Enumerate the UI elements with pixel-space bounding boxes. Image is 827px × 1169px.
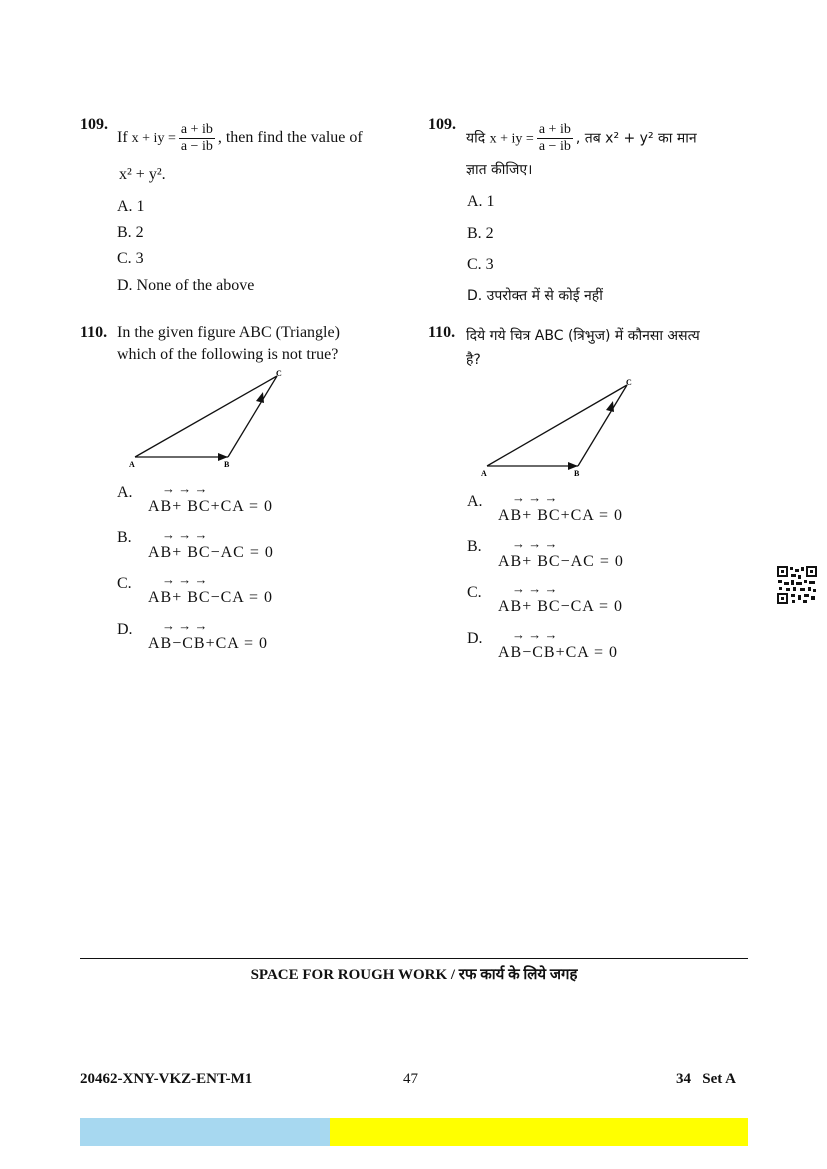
question-stem: If x + iy = $\frac{a + ib}{a - ib}$ , then find the value of [117,122,363,154]
fraction: $\frac{a + ib}{a - ib}$ [180,122,213,154]
option-a-arrows: → → → [512,490,558,505]
option-c-letter: C. [117,575,132,592]
option-a-expr: AB+ BC+CA = 0 [498,507,623,524]
option-b-expr: AB+ BC−AC = 0 [498,553,624,570]
triangle-figure [125,366,295,474]
arrow-bc-icon [256,392,264,403]
option-b-arrows: → → → [512,536,558,551]
option-c-arrows: → → → [512,581,558,596]
label-c: C [276,369,282,378]
option-a: A. 1 [117,198,145,215]
option-b: B. 2 [117,224,144,241]
side-ac [135,376,277,457]
option-c-expr: AB+ BC−CA = 0 [498,598,623,615]
option-b: B. 2 [467,225,494,242]
question-expression: x² + y². [119,166,166,183]
footer-band-yellow [330,1118,748,1146]
label-a: A [481,469,487,478]
triangle-figure [477,375,647,483]
side-bc [228,376,277,457]
option-a-expr: AB+ BC+CA = 0 [148,498,273,515]
question-number: 110. [428,324,456,341]
rough-work-label: SPACE FOR ROUGH WORK / रफ कार्य के लिये जगह [250,967,578,983]
option-d: D. None of the above [117,277,255,294]
question-line2: है? [466,352,481,368]
option-d-expr: AB−CB+CA = 0 [498,644,618,661]
question-number: 110. [80,324,108,341]
label-b: B [224,460,230,469]
footer-code: 20462-XNY-VKZ-ENT-M1 [80,1071,253,1087]
question-line2: ज्ञात कीजिए। [466,162,533,178]
option-a-letter: A. [117,484,133,501]
option-c-letter: C. [467,584,482,601]
option-c: C. 3 [117,250,144,267]
question-stem: यदि x + iy = $\frac{a + ib}{a - ib}$ , तब x² + y² का मान [466,122,697,154]
question-line2: which of the following is not true? [117,346,339,363]
option-d-arrows: → → → [512,627,558,642]
option-c-arrows: → → → [162,572,208,587]
option-d-expr: AB−CB+CA = 0 [148,635,268,652]
option-b-arrows: → → → [162,527,208,542]
footer-band-blue [80,1118,330,1146]
question-number: 109. [428,116,456,133]
option-c: C. 3 [467,256,494,273]
page-number: 47 [403,1071,418,1087]
question-line1: In the given figure ABC (Triangle) [117,324,340,341]
side-ac [487,385,627,466]
option-d: D. उपरोक्त में से कोई नहीं [467,288,603,304]
fraction: $\frac{a + ib}{a - ib}$ [538,122,571,154]
question-number: 109. [80,116,108,133]
option-b-letter: B. [467,538,482,555]
option-d-letter: D. [467,630,483,647]
option-d-letter: D. [117,621,133,638]
option-d-arrows: → → → [162,618,208,633]
option-b-expr: AB+ BC−AC = 0 [148,544,274,561]
label-b: B [574,469,580,478]
label-c: C [626,378,632,387]
option-a-arrows: → → → [162,481,208,496]
divider [80,958,748,959]
set-label: 34 Set A [676,1071,736,1087]
question-line1: दिये गये चित्र ABC (त्रिभुज) में कौनसा असत्य [466,328,700,344]
option-b-letter: B. [117,529,132,546]
option-c-expr: AB+ BC−CA = 0 [148,589,273,606]
option-a-letter: A. [467,493,483,510]
label-a: A [129,460,135,469]
option-a: A. 1 [467,193,495,210]
side-bc [578,385,627,466]
qr-code-icon [776,565,818,605]
arrow-bc-icon [606,401,614,412]
